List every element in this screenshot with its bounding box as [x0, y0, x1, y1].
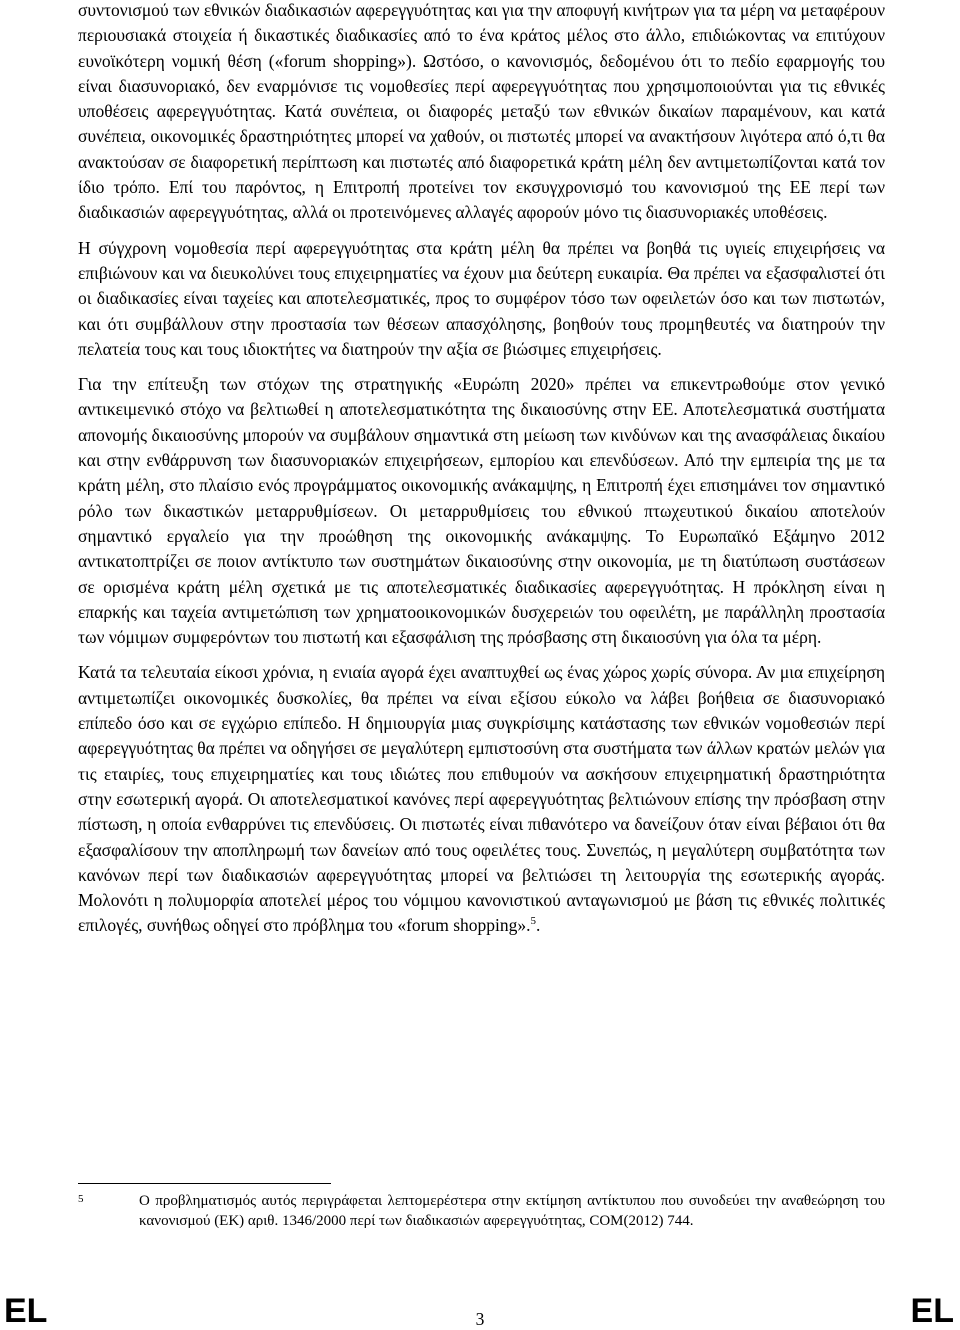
- paragraph: συντονισμού των εθνικών διαδικασιών αφερεγγυότητας και για την αποφυγή κινήτρων για τα μέρη να μεταφέρουν περιουσιακά στοιχεία ή δικαστικές διαδικασίες από το ένα κράτος μέλος στο άλλο, επιδιώκοντας να επιτύχουν ευνοϊκότερη νομική θέση («forum shopping»). Ωστόσο, ο κανονισμός, δεδομένου ότι το πεδίο εφαρμογής του είναι διασυνοριακό, δεν εναρμόνισε τις νομοθεσίες περί αφερεγγυότητας που χρησιμοποιούνται για τις εθνικές υποθέσεις αφερεγγυότητας. Κατά συνέπεια, οι διαφορές μεταξύ των εθνικών δικαίων παραμένουν, και κατά συνέπεια, οικονομικές δραστηριότητες μπορεί να χαθούν, οι πιστωτές μπορεί να ανακτήσουν λιγότερα από ό,τι θα ανακτούσαν σε διαφορετική περίπτωση και πιστωτές από διαφορετικά κράτη μέλη δεν αντιμετωπίζονται κατά τον ίδιο τρόπο. Επί του παρόντος, η Επιτροπή προτείνει τον εκσυγχρονισμό του κανονισμού της ΕΕ περί των διαδικασιών αφερεγγυότητας, αλλά οι προτεινόμενες αλλαγές αφορούν μόνο τις διασυνοριακές υποθέσεις.: [78, 0, 885, 223]
- footnote: [78, 1192, 885, 1231]
- paragraph: Για την επίτευξη των στόχων της στρατηγικής «Ευρώπη 2020» πρέπει να επικεντρωθούμε στον γενικό αντικειμενικό στόχο να βελτιωθεί η αποτελεσματικότητα της δικαιοσύνης στην ΕΕ. Αποτελεσματικά συστήματα απονομής δικαιοσύνης μπορούν να συμβάλουν σημαντικά στη μείωση των κινδύνων και της ανασφάλειας δικαίου και στην ενθάρρυνση των διασυνοριακών επιχειρήσεων, εμπορίου και επενδύσεων. Από την εμπειρία της με τα κράτη μέλη, στο πλαίσιο ενός προγράμματος οικονομικής ανάκαμψης, η Επιτροπή έχει επισημάνει τον σημαντικό ρόλο των δικαστικών μεταρρυθμίσεων. Οι μεταρρυθμίσεις του εθνικού πτωχευτικού δικαίου αποτελούν σημαντικό εργαλείο για την προώθηση της οικονομικής ανάκαμψης. Το Ευρωπαϊκό Εξάμηνο 2012 αντικατοπτρίζει σε ποιον αντίκτυπο των συστημάτων δικαιοσύνης στην οικονομία, με τη διατύπωση συστάσεων σε ορισμένα κράτη μέλη σχετικά με τις αποτελεσματικές διαδικασίες αφερεγγυότητας. Η πρόκληση είναι η επαρκής και ταχεία αντιμετώπιση των χρηματοοικονομικών δυσχερειών του οφειλέτη, με παράλληλη προστασία των νόμιμων συμφερόντων του πιστωτή και εξασφάλιση της πρόσβασης στη δικαιοσύνη για όλα τα μέρη.: [78, 374, 885, 648]
- footnote-number: 5: [78, 1193, 84, 1205]
- paragraph: Κατά τα τελευταία είκοσι χρόνια, η ενιαία αγορά έχει αναπτυχθεί ως ένας χώρος χωρίς σύνορα. Αν μια επιχείρηση αντιμετωπίζει οικονομικές δυσκολίες, θα πρέπει να είναι εξίσου εύκολο να λάβει βοήθεια σε διασυνοριακό επίπεδο όσο και σε εγχώριο επίπεδο. Η δημιουργία μιας συγκρίσιμης κατάστασης των εθνικών νομοθεσιών περί αφερεγγυότητας θα πρέπει να οδηγήσει σε μεγαλύτερη εμπιστοσύνη στα συστήματα των άλλων κρατών μελών για τις εταιρίες, τους επιχειρηματίες και τους ιδιώτες που επιθυμούν να ασκήσουν επιχειρηματική δραστηριότητα στην εσωτερική αγορά. Οι αποτελεσματικοί κανόνες περί αφερεγγυότητας βελτιώνουν επίσης την πρόσβαση στην πίστωση, η οποία ενθαρρύνει τις επενδύσεις. Οι πιστωτές είναι πιθανότερο να δανείζουν όταν είναι βέβαιοι ότι θα εξασφαλίσουν την αποπληρωμή των δανείων από τους οφειλέτες τους. Συνεπώς, η μεγαλύτερη συμβατότητα των κανόνων περί των διαδικασιών αφερεγγυότητας μπορεί να βελτιώσει τη λειτουργία της εσωτερικής αγοράς. Μολονότι η πολυμορφία αποτελεί μέρος του νόμιμου κανονιστικού ανταγωνισμού με βάση τις εθνικές πολιτικές επιλογές, συνήθως οδηγεί στο πρόβλημα του «forum shopping».$^5$.: [78, 662, 885, 936]
- page-number: 3: [475, 1309, 485, 1329]
- document-body: [78, 0, 885, 939]
- paragraph-text: Κατά τα τελευταία είκοσι χρόνια, η ενιαία αγορά έχει αναπτυχθεί ως ένας χώρος χωρίς σύνορα. Αν μια επιχείρηση αντιμετωπίζει οικονομικές δυσκολίες, θα πρέπει να είναι εξίσου εύκολο να λάβει βοήθεια σε διασυνοριακό επίπεδο όσο και σε εγχώριο επίπεδο. Η δημιουργία μιας συγκρίσιμης κατάστασης των εθνικών νομοθεσιών περί αφερεγγυότητας θα πρέπει να οδηγήσει σε μεγαλύτερη εμπιστοσύνη στα συστήματα των άλλων κρατών μελών για τις εταιρίες, τους επιχειρηματίες και τους ιδιώτες που επιθυμούν να ασκήσουν επιχειρηματική δραστηριότητα στην εσωτερική αγορά. Οι αποτελεσματικοί κανόνες περί αφερεγγυότητας βελτιώνουν επίσης την πρόσβαση στην πίστωση, η οποία ενθαρρύνει τις επενδύσεις. Οι πιστωτές είναι πιθανότερο να δανείζουν όταν είναι βέβαιοι ότι θα εξασφαλίσουν την αποπληρωμή των δανείων από τους οφειλέτες τους. Συνεπώς, η μεγαλύτερη συμβατότητα των κανόνων περί των διαδικασιών αφερεγγυότητας μπορεί να βελτιώσει τη λειτουργία της εσωτερικής αγοράς. Μολονότι η πολυμορφία αποτελεί μέρος του νόμιμου κανονιστικού ανταγωνισμού με βάση τις εθνικές πολιτικές επιλογές, συνήθως οδηγεί στο πρόβλημα του «forum shopping».: [78, 662, 885, 936]
- footnote-separator: [78, 1183, 331, 1184]
- language-code-right: EL: [910, 1292, 954, 1330]
- paragraph: Η σύγχρονη νομοθεσία περί αφερεγγυότητας στα κράτη μέλη θα πρέπει να βοηθά τις υγιείς επιχειρήσεις να επιβιώνουν και να διευκολύνει τους επιχειρηματίες να έχουν μια δεύτερη ευκαιρία. Θα πρέπει να εξασφαλιστεί ότι οι διαδικασίες είναι ταχείες και αποτελεσματικές, προς το συμφέρον τόσο των οφειλετών όσο και των πιστωτών, και ότι συμβάλλουν στην προστασία των θέσεων απασχόλησης, βοηθούν τους προμηθευτές να διατηρούν την πελατεία τους και τους ιδιοκτήτες να διατηρούν την αξία σε βιώσιμες επιχειρήσεις.: [78, 237, 885, 359]
- footnote-reference: 5: [530, 915, 537, 928]
- language-code-left: EL: [4, 1292, 48, 1330]
- footnote-text: Ο προβληματισμός αυτός περιγράφεται λεπτομερέστερα στην εκτίμηση αντίκτυπου που συνοδεύει την αναθεώρηση του κανονισμού (ΕΚ) αριθ. 1346/2000 περί των διαδικασιών αφερεγγυότητας, COM(2012) 744.: [139, 1193, 885, 1229]
